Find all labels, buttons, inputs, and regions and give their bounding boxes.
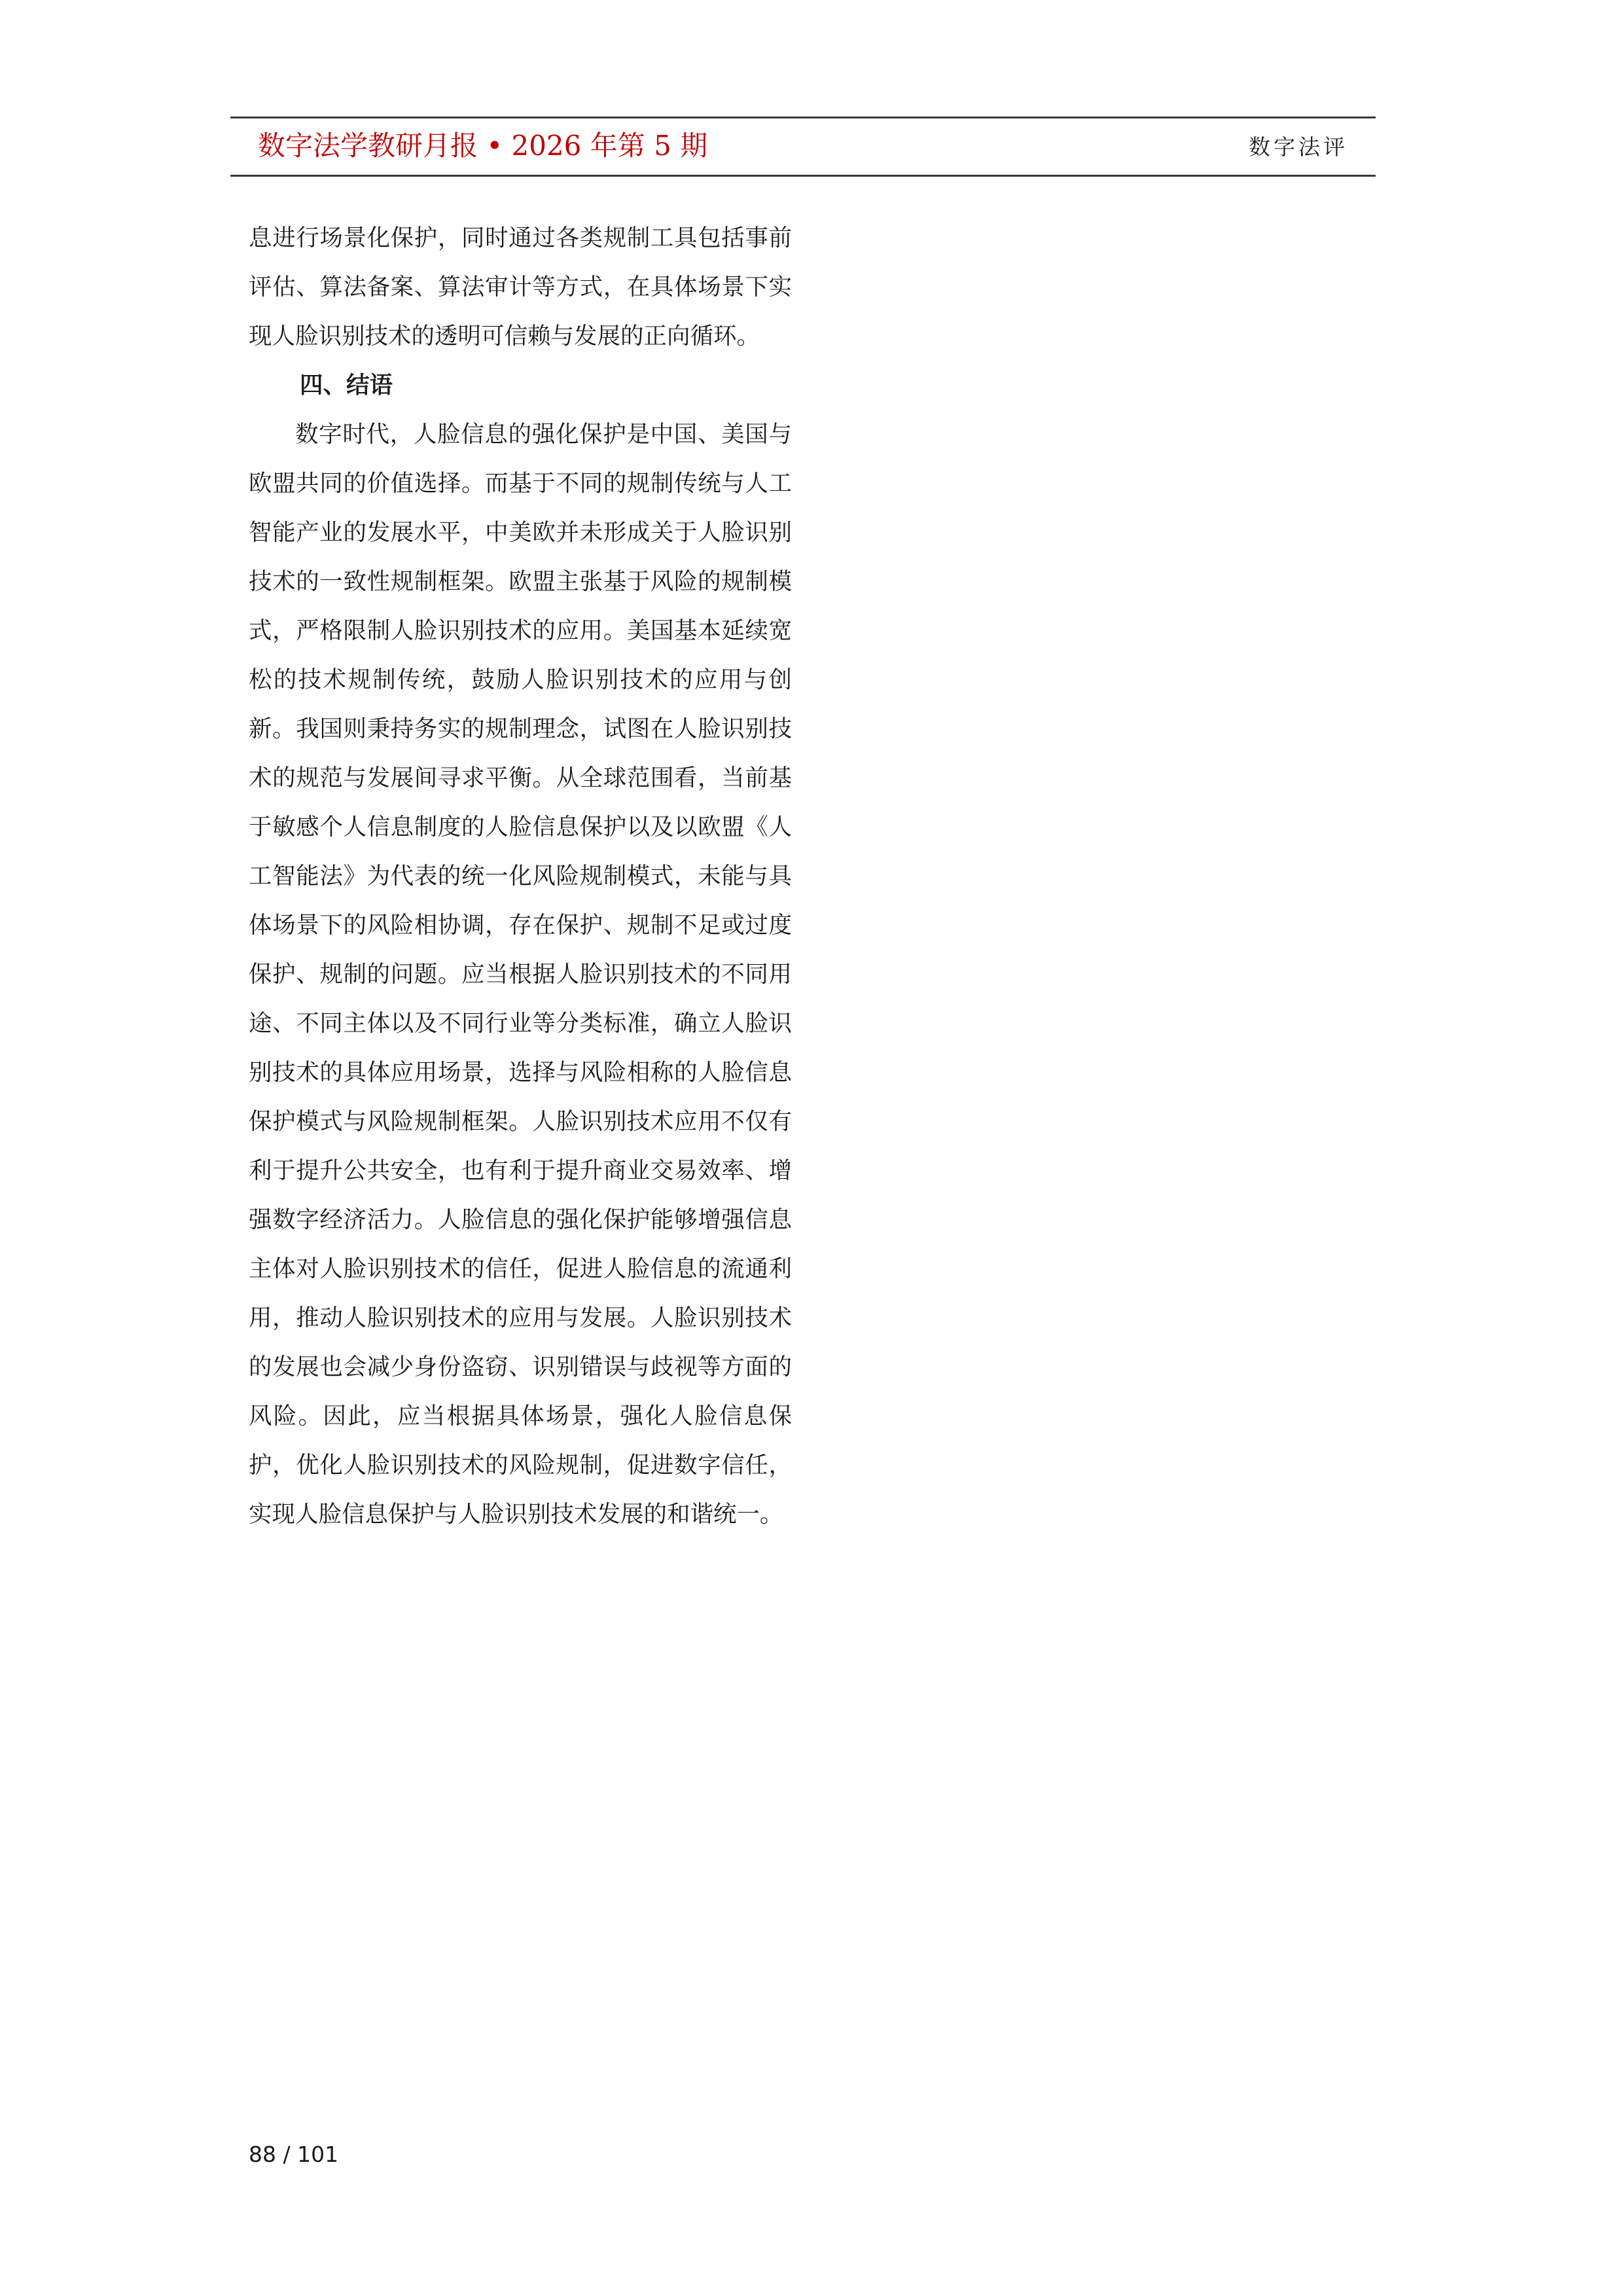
page-header bbox=[230, 117, 1376, 177]
article-body bbox=[249, 213, 792, 1539]
conclusion-paragraph: 数字时代，人脸信息的强化保护是中国、美国与欧盟共同的价值选择。而基于不同的规制传统与人工智能产业的发展水平，中美欧并未形成关于人脸识别技术的一致性规制框架。欧盟主张基于风险的规制模式，严格限制人脸识别技术的应用。美国基本延续宽松的技术规制传统，鼓励人脸识别技术的应用与创新。我国则秉持务实的规制理念，试图在人脸识别技术的规范与发展间寻求平衡。从全球范围看，当前基于敏感个人信息制度的人脸信息保护以及以欧盟《人工智能法》为代表的统一化风险规制模式，未能与具体场景下的风险相协调，存在保护、规制不足或过度保护、规制的问题。应当根据人脸识别技术的不同用途、不同主体以及不同行业等分类标准，确立人脸识别技术的具体应用场景，选择与风险相称的人脸信息保护模式与风险规制框架。人脸识别技术应用不仅有利于提升公共安全，也有利于提升商业交易效率、增强数字经济活力。人脸信息的强化保护能够增强信息主体对人脸识别技术的信任，促进人脸信息的流通利用，推动人脸识别技术的应用与发展。人脸识别技术的发展也会减少身份盗窃、识别错误与歧视等方面的风险。因此，应当根据具体场景，强化人脸信息保护，优化人脸识别技术的风险规制，促进数字信任，实现人脸信息保护与人脸识别技术发展的和谐统一。 bbox=[249, 421, 792, 1528]
section-label: 数字法评 bbox=[1249, 134, 1348, 160]
journal-title: 数字法学教研月报 • 2026 年第 5 期 bbox=[258, 130, 708, 162]
section-heading: 四、结语 bbox=[300, 372, 393, 399]
page-number: 88 / 101 bbox=[249, 2142, 339, 2167]
continuation-paragraph: 息进行场景化保护，同时通过各类规制工具包括事前评估、算法备案、算法审计等方式，在具体场景下实现人脸识别技术的透明可信赖与发展的正向循环。 bbox=[249, 224, 792, 350]
